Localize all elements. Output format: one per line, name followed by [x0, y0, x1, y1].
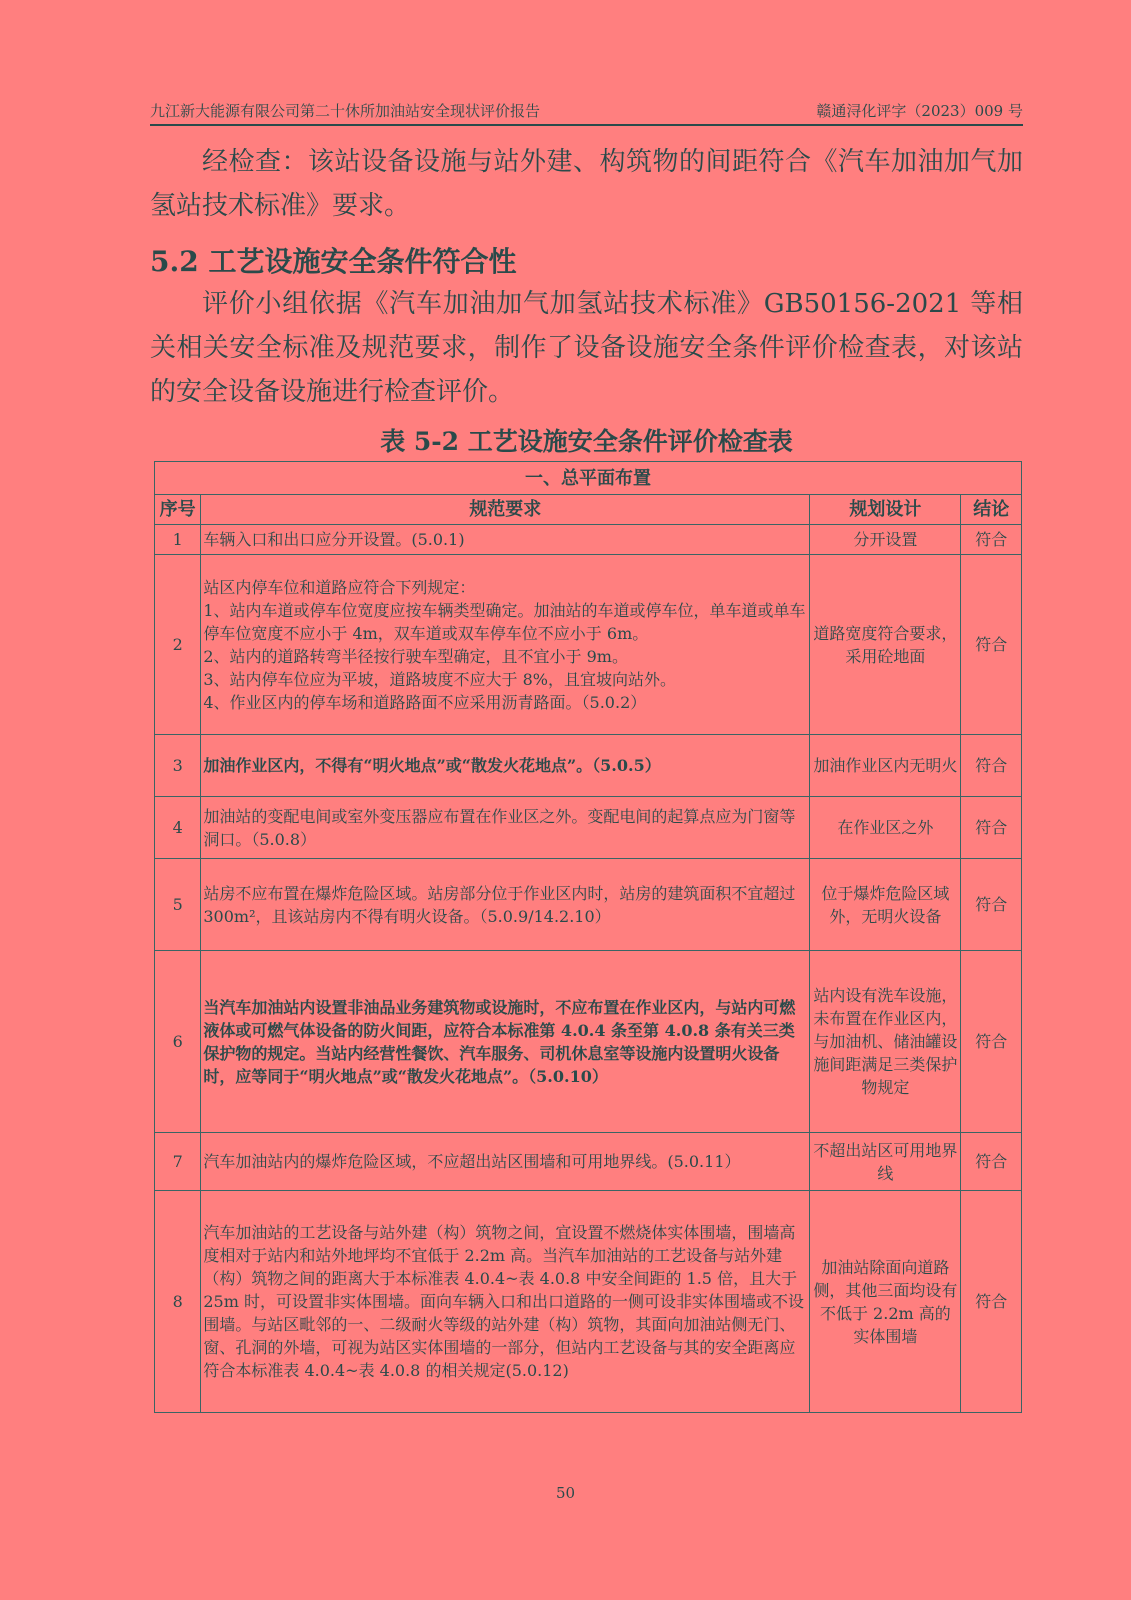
table-row — [155, 525, 1022, 555]
requirement-line: 站区内停车位和道路应符合下列规定： — [203, 577, 476, 597]
page-number: 50 — [555, 1484, 576, 1502]
row-requirement — [201, 797, 810, 859]
row-conclusion: 符合 — [961, 525, 1022, 555]
row-conclusion: 符合 — [961, 951, 1022, 1133]
row-requirement — [201, 859, 810, 951]
requirement-line: 加油作业区内，不得有“明火地点”或“散发火花地点”。（5.0.5） — [203, 756, 661, 775]
row-design: 分开设置 — [810, 525, 961, 555]
header-report-number: 赣通浔化评字（2023）009 号 — [816, 102, 1023, 120]
row-index: 8 — [155, 1191, 201, 1413]
requirement-line: 汽车加油站的工艺设备与站外建（构）筑物之间，宜设置不燃烧体实体围墙，围墙高度相对于站内和站外地坪均不宜低于 2.2m 高。当汽车加油站的工艺设备与站外建（构）筑物之间的距离大于本标准表 4.0.4~表 4.0.8 中安全间距的 1.5 倍，且大于 25m 时，可设置非实体围墙。面向车辆入口和出口道路的一侧可设非实体围墙或不设围墙。与站区毗邻的一、二级耐火等级的站外建（构）筑物，其面向加油站侧无门、窗、孔洞的外墙，可视为站区实体围墙的一部分，但站内工艺设备与其的安全距离应符合本标准表 4.0.4~表 4.0.8 的相关规定(5.0.12) — [203, 1223, 804, 1380]
requirement-line: 3、站内停车位应为平坡，道路坡度不应大于 8%，且宜坡向站外。 — [203, 669, 677, 689]
requirement-line: 当汽车加油站内设置非油品业务建筑物或设施时，不应布置在作业区内，与站内可燃液体或可燃气体设备的防火间距，应符合本标准第 4.0.4 条至第 4.0.8 条有关三类保护物的规定。当站内经营性餐饮、汽车服务、司机休息室等设施内设置明火设备时，应等同于“明火地点”或“散发火花地点”。（5.0.10） — [203, 997, 796, 1086]
row-requirement — [201, 555, 810, 735]
row-design: 道路宽度符合要求，采用砼地面 — [810, 555, 961, 735]
requirement-line: 汽车加油站内的爆炸危险区域，不应超出站区围墙和可用地界线。(5.0.11） — [203, 1152, 741, 1171]
row-conclusion: 符合 — [961, 1191, 1022, 1413]
header-report-title: 九江新大能源有限公司第二十休所加油站安全现状评价报告 — [150, 102, 541, 120]
table-section-title: 一、总平面布置 — [155, 462, 1022, 495]
table-row — [155, 555, 1022, 735]
row-index: 2 — [155, 555, 201, 735]
header-index: 序号 — [155, 495, 201, 525]
row-index: 4 — [155, 797, 201, 859]
row-design: 不超出站区可用地界线 — [810, 1133, 961, 1191]
row-conclusion: 符合 — [961, 555, 1022, 735]
requirement-line: 加油站的变配电间或室外变压器应布置在作业区之外。变配电间的起算点应为门窗等洞口。（5.0.8） — [203, 806, 796, 849]
table-row — [155, 859, 1022, 951]
header-requirement: 规范要求 — [201, 495, 810, 525]
row-design: 在作业区之外 — [810, 797, 961, 859]
row-design: 位于爆炸危险区域外，无明火设备 — [810, 859, 961, 951]
table-row — [155, 797, 1022, 859]
requirement-line: 2、站内的道路转弯半径按行驶车型确定，且不宜小于 9m。 — [203, 646, 628, 666]
row-index: 6 — [155, 951, 201, 1133]
table-row — [155, 1191, 1022, 1413]
table-row — [155, 951, 1022, 1133]
requirement-line: 车辆入口和出口应分开设置。(5.0.1) — [203, 530, 465, 549]
row-design: 加油作业区内无明火 — [810, 735, 961, 797]
row-requirement — [201, 1133, 810, 1191]
evaluation-paragraph: 评价小组依据《汽车加油加气加氢站技术标准》GB50156-2021 等相关相关安全标准及规范要求，制作了设备设施安全条件评价检查表，对该站的安全设备设施进行检查评价。 — [150, 289, 1023, 407]
page-header — [150, 98, 1023, 126]
table-header-row — [155, 495, 1022, 525]
table-row — [155, 1133, 1022, 1191]
table-title: 表 5-2 工艺设施安全条件评价检查表 — [380, 427, 793, 456]
row-index: 7 — [155, 1133, 201, 1191]
table-row — [155, 735, 1022, 797]
header-design: 规划设计 — [810, 495, 961, 525]
row-design: 站内设有洗车设施，未布置在作业区内，与加油机、储油罐设施间距满足三类保护物规定 — [810, 951, 961, 1133]
header-conclusion: 结论 — [961, 495, 1022, 525]
row-index: 1 — [155, 525, 201, 555]
row-conclusion: 符合 — [961, 859, 1022, 951]
row-index: 5 — [155, 859, 201, 951]
row-requirement — [201, 525, 810, 555]
section-heading: 5.2 工艺设施安全条件符合性 — [150, 245, 517, 278]
row-conclusion: 符合 — [961, 797, 1022, 859]
checklist-table — [154, 461, 1022, 1413]
row-conclusion: 符合 — [961, 1133, 1022, 1191]
row-conclusion: 符合 — [961, 735, 1022, 797]
row-index: 3 — [155, 735, 201, 797]
inspection-paragraph: 经检查：该站设备设施与站外建、构筑物的间距符合《汽车加油加气加氢站技术标准》要求。 — [150, 147, 1023, 221]
row-requirement — [201, 951, 810, 1133]
row-design: 加油站除面向道路侧，其他三面均设有不低于 2.2m 高的实体围墙 — [810, 1191, 961, 1413]
requirement-line: 4、作业区内的停车场和道路路面不应采用沥青路面。（5.0.2） — [203, 692, 647, 712]
requirement-line: 1、站内车道或停车位宽度应按车辆类型确定。加油站的车道或停车位，单车道或单车停车位宽度不应小于 4m，双车道或双车停车位不应小于 6m。 — [203, 600, 806, 643]
row-requirement — [201, 735, 810, 797]
requirement-line: 站房不应布置在爆炸危险区域。站房部分位于作业区内时，站房的建筑面积不宜超过 300m²，且该站房内不得有明火设备。（5.0.9/14.2.10） — [203, 883, 796, 926]
table-section-row — [155, 462, 1022, 495]
row-requirement — [201, 1191, 810, 1413]
